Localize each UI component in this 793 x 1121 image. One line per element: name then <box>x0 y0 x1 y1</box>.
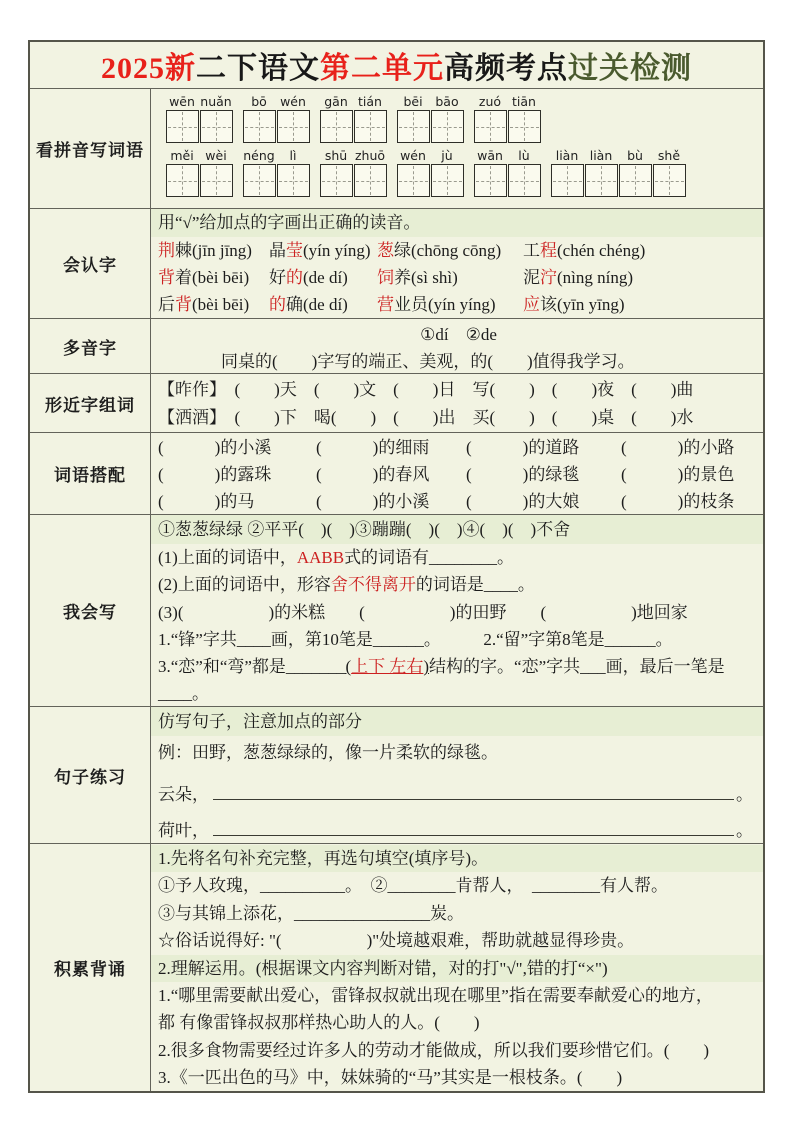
renzi-grid <box>151 237 763 318</box>
text-segment: 养(sì shì) <box>394 268 458 287</box>
pinyin-group <box>319 94 387 143</box>
text-segment: ) <box>423 657 430 677</box>
pinyin-group <box>396 148 464 197</box>
pinyin-row <box>151 94 763 143</box>
renzi-item <box>523 264 763 291</box>
pinyin-group <box>473 148 541 197</box>
pinyin-cell <box>199 94 233 143</box>
huixie-question <box>151 571 763 598</box>
jilei-instruction: 1.先将名句补充完整，再选句填空(填序号)。 <box>151 845 763 872</box>
text-segment: 背 <box>175 295 192 314</box>
pinyin-group <box>242 148 310 197</box>
pinyin-label: shě <box>657 148 681 163</box>
answer-blank[interactable] <box>213 835 734 836</box>
juzi-blank-row <box>151 769 763 805</box>
text-segment: 背 <box>158 268 175 287</box>
writing-grid-box[interactable] <box>585 164 618 197</box>
section-label-pinyin: 看拼音写词语 <box>30 89 151 208</box>
worksheet-table <box>28 40 765 1093</box>
dapei-cell: ( )的细雨 <box>316 438 430 457</box>
pinyin-group <box>473 94 541 143</box>
writing-grid-box[interactable] <box>277 164 310 197</box>
text-segment: 1.“锋”字共____画，第10笔是______。 2.“留”字第8笔是______。 <box>158 629 673 649</box>
writing-grid-box[interactable] <box>277 110 310 143</box>
dapei-cell: ( )的马 <box>158 492 255 511</box>
text-segment: 程 <box>540 241 557 260</box>
renzi-item <box>158 237 269 264</box>
dapei-cell: ( )的露珠 <box>158 465 272 484</box>
writing-grid-box[interactable] <box>243 164 276 197</box>
text-segment: ( <box>345 657 352 677</box>
text-segment: 的 <box>269 295 286 314</box>
huixie-wordbank <box>151 515 763 544</box>
text-segment: 工 <box>523 241 540 260</box>
xingjin-line: 【洒酒】 ( )下 喝( ) ( )出 买( ) ( )桌 ( )水 <box>158 408 694 427</box>
section-label-xingjin: 形近字组词 <box>30 374 151 432</box>
pinyin-label: tiān <box>512 94 536 109</box>
pinyin-label: liàn <box>555 148 579 163</box>
section-dapei <box>30 432 763 514</box>
pinyin-cell <box>353 94 387 143</box>
renzi-content <box>151 209 763 318</box>
text-segment: 棘(jīn jīng) <box>175 241 252 260</box>
pinyin-cell <box>430 94 464 143</box>
pinyin-label: tián <box>358 94 382 109</box>
renzi-item <box>269 291 377 318</box>
text-segment: (bèi bēi) <box>192 295 250 314</box>
pinyin-group <box>242 94 310 143</box>
section-label-renzi: 会认字 <box>30 209 151 318</box>
text-segment: (de dí) <box>303 268 348 287</box>
pinyin-cell <box>319 94 353 143</box>
text-segment: 上下 左右 <box>351 657 424 677</box>
pinyin-label: zhuō <box>354 148 386 163</box>
huixie-question <box>151 653 763 706</box>
jilei-line: ③与其锦上添花，________________炭。 <box>158 903 464 923</box>
text-segment: (yín yíng) <box>303 241 371 260</box>
pinyin-cell <box>584 148 618 197</box>
pinyin-cell <box>430 148 464 197</box>
dapei-content <box>151 433 763 514</box>
writing-grid-box[interactable] <box>166 164 199 197</box>
pinyin-row <box>151 148 763 197</box>
text-segment: 3.“恋”和“弯”都是_______ <box>158 657 346 677</box>
pinyin-label: shū <box>324 148 348 163</box>
pinyin-content <box>151 89 763 208</box>
dapei-cell: ( )的绿毯 <box>466 465 580 484</box>
section-label-dapei: 词语搭配 <box>30 433 151 514</box>
duoyin-options: ①dí ②de <box>420 325 497 344</box>
text-segment: 第二单元 <box>320 52 444 85</box>
section-juzi <box>30 706 763 843</box>
writing-grid-box[interactable] <box>508 110 541 143</box>
text-segment: 泞 <box>540 268 557 287</box>
renzi-item <box>269 237 377 264</box>
duoyin-sentence: 同桌的( )字写的端正、美观，的( )值得我学习。 <box>221 352 635 371</box>
text-segment: 2025新 <box>101 52 196 85</box>
huixie-content <box>151 515 763 706</box>
dapei-cell: ( )的景色 <box>621 465 735 484</box>
renzi-item <box>269 264 377 291</box>
pinyin-cell <box>473 94 507 143</box>
section-label-duoyin: 多音字 <box>30 319 151 373</box>
text-segment: (2)上面的词语中，形容 <box>158 575 331 595</box>
section-label-huixie: 我会写 <box>30 515 151 706</box>
section-renzi <box>30 208 763 318</box>
pinyin-cell <box>652 148 686 197</box>
writing-grid-box[interactable] <box>619 164 652 197</box>
pinyin-label: lù <box>518 148 530 163</box>
renzi-item <box>377 291 523 318</box>
writing-grid-box[interactable] <box>397 110 430 143</box>
text-segment: (nìng níng) <box>557 268 634 287</box>
juzi-blank-prefix: 荷叶， <box>158 821 209 840</box>
pinyin-group <box>165 148 233 197</box>
writing-grid-box[interactable] <box>431 164 464 197</box>
writing-grid-box[interactable] <box>200 110 233 143</box>
text-segment: 式的词语有________。 <box>344 548 515 567</box>
text-segment: (3)( )的米糕 ( )的田野 ( )地回家 <box>158 602 688 622</box>
writing-grid-box[interactable] <box>474 164 507 197</box>
writing-grid-box[interactable] <box>653 164 686 197</box>
pinyin-label: gān <box>324 94 348 109</box>
pinyin-label: wén <box>280 94 306 109</box>
renzi-item <box>158 291 269 318</box>
text-segment: 的 <box>286 268 303 287</box>
text-segment: 的词语是____。 <box>415 575 535 595</box>
jilei-line: 3.《一匹出色的马》中，妹妹骑的“马”其实是一根枝条。( ) <box>158 1068 623 1088</box>
text-segment: 葱 <box>377 241 394 260</box>
section-duoyin <box>30 318 763 373</box>
jilei-line: ☆俗话说得好: "( )"处境越艰难，帮助就越显得珍贵。 <box>158 931 635 951</box>
duoyin-content <box>151 319 763 373</box>
pinyin-label: wān <box>477 148 503 163</box>
text-segment: 该(yīn yīng) <box>540 295 625 314</box>
answer-blank[interactable] <box>213 799 734 800</box>
pinyin-cell <box>242 94 276 143</box>
text-segment: 营 <box>377 295 394 314</box>
pinyin-cell <box>396 94 430 143</box>
writing-grid-box[interactable] <box>474 110 507 143</box>
dapei-cell: ( )的春风 <box>316 465 430 484</box>
writing-grid-box[interactable] <box>431 110 464 143</box>
jilei-content <box>151 844 763 1091</box>
pinyin-label: lì <box>289 148 297 163</box>
dapei-cell: ( )的小溪 <box>316 492 430 511</box>
page-title <box>101 43 692 87</box>
section-jilei <box>30 843 763 1091</box>
pinyin-cell <box>396 148 430 197</box>
section-pinyin <box>30 88 763 208</box>
pinyin-label: wèi <box>205 148 227 163</box>
title-row <box>30 42 763 88</box>
renzi-instruction: 用“√”给加点的字画出正确的读音。 <box>151 209 763 237</box>
section-label-jilei: 积累背诵 <box>30 844 151 1091</box>
text-segment: 后 <box>158 295 175 314</box>
text-segment: 高频考点 <box>444 52 568 85</box>
text-segment: 二下语文 <box>196 52 320 85</box>
pinyin-label: wēn <box>169 94 195 109</box>
text-segment: 过关检测 <box>568 52 692 85</box>
pinyin-cell <box>276 148 310 197</box>
pinyin-label: wén <box>400 148 426 163</box>
writing-grid-box[interactable] <box>551 164 584 197</box>
pinyin-group <box>165 94 233 143</box>
xingjin-content <box>151 374 763 432</box>
text-segment: 好 <box>269 268 286 287</box>
pinyin-label: zuó <box>478 94 502 109</box>
writing-grid-box[interactable] <box>243 110 276 143</box>
juzi-instruction: 仿写句子，注意加点的部分 <box>151 707 763 736</box>
dapei-cell: ( )的枝条 <box>621 492 735 511</box>
juzi-blank-row <box>151 805 763 841</box>
dapei-cell: ( )的道路 <box>466 438 580 457</box>
pinyin-label: bēi <box>403 94 423 109</box>
dapei-cell: ( )的大娘 <box>466 492 580 511</box>
text-segment: 晶 <box>269 241 286 260</box>
renzi-item <box>523 291 763 318</box>
jilei-line: 都 有像雷锋叔叔那样热心助人的人。( ) <box>158 1013 480 1033</box>
writing-grid-box[interactable] <box>320 164 353 197</box>
pinyin-cell <box>618 148 652 197</box>
writing-grid-box[interactable] <box>320 110 353 143</box>
dapei-grid <box>151 433 763 514</box>
juzi-blank-prefix: 云朵， <box>158 785 209 804</box>
writing-grid-box[interactable] <box>354 164 387 197</box>
renzi-item <box>377 237 523 264</box>
writing-grid-box[interactable] <box>200 164 233 197</box>
pinyin-cell <box>507 148 541 197</box>
pinyin-cell <box>165 148 199 197</box>
dapei-cell: ( )的小溪 <box>158 438 272 457</box>
pinyin-cell <box>353 148 387 197</box>
text-segment: 确(de dí) <box>286 295 348 314</box>
pinyin-label: nuǎn <box>200 94 232 109</box>
pinyin-group <box>396 94 464 143</box>
pinyin-cell <box>165 94 199 143</box>
juzi-example: 例：田野，葱葱绿绿的，像一片柔软的绿毯。 <box>158 743 498 762</box>
dapei-cell: ( )的小路 <box>621 438 735 457</box>
section-huixie <box>30 514 763 706</box>
pinyin-group <box>319 148 387 197</box>
pinyin-label: liàn <box>589 148 613 163</box>
text-segment: 业员(yín yíng) <box>394 295 496 314</box>
jilei-instruction: 2.理解运用。(根据课文内容判断对错，对的打"√",错的打“×") <box>151 955 763 982</box>
pinyin-cell <box>473 148 507 197</box>
jilei-line: 2.很多食物需要经过许多人的劳动才能做成，所以我们要珍惜它们。( ) <box>158 1040 710 1060</box>
pinyin-label: měi <box>170 148 194 163</box>
text-segment: ①葱葱绿绿 ②平平( )( )③蹦蹦( )( )④( )( )不舍 <box>158 520 571 539</box>
pinyin-cell <box>276 94 310 143</box>
text-segment: 应 <box>523 295 540 314</box>
text-segment: (chén chéng) <box>557 241 646 260</box>
text-segment: 荆 <box>158 241 175 260</box>
pinyin-cell <box>507 94 541 143</box>
text-segment: AABB <box>296 548 345 567</box>
section-xingjin <box>30 373 763 432</box>
huixie-question <box>151 599 763 626</box>
huixie-question <box>151 544 763 571</box>
text-segment: 舍不得离开 <box>330 575 416 595</box>
writing-grid-box[interactable] <box>354 110 387 143</box>
xingjin-line: 【昨作】 ( )天 ( )文 ( )日 写( ) ( )夜 ( )曲 <box>158 380 694 399</box>
text-segment: 饲 <box>377 268 394 287</box>
pinyin-cell <box>199 148 233 197</box>
pinyin-cell <box>242 148 276 197</box>
pinyin-label: néng <box>243 148 275 163</box>
pinyin-label: jù <box>441 148 453 163</box>
pinyin-label: bāo <box>435 94 459 109</box>
pinyin-label: bō <box>251 94 267 109</box>
jilei-line: 1.“哪里需要献出爱心，雷锋叔叔就出现在哪里”指在需要奉献爱心的地方， <box>158 986 713 1006</box>
text-segment: 着(bèi bēi) <box>175 268 250 287</box>
pinyin-group <box>550 148 686 197</box>
text-segment: 莹 <box>286 241 303 260</box>
text-segment: (1)上面的词语中， <box>158 548 297 567</box>
pinyin-cell <box>319 148 353 197</box>
juzi-blank-suffix: 。 <box>736 785 753 804</box>
renzi-item <box>377 264 523 291</box>
renzi-item <box>158 264 269 291</box>
huixie-question <box>151 626 763 653</box>
writing-grid-box[interactable] <box>508 164 541 197</box>
pinyin-label: bù <box>627 148 643 163</box>
text-segment: 绿(chōng cōng) <box>394 241 502 260</box>
section-label-juzi: 句子练习 <box>30 707 151 843</box>
writing-grid-box[interactable] <box>166 110 199 143</box>
renzi-item <box>523 237 763 264</box>
juzi-blank-suffix: 。 <box>736 821 753 840</box>
text-segment: 结构的字。“恋”字共___画，最后一笔是____。 <box>158 657 725 704</box>
text-segment: 泥 <box>523 268 540 287</box>
juzi-content <box>151 707 763 843</box>
pinyin-cell <box>550 148 584 197</box>
writing-grid-box[interactable] <box>397 164 430 197</box>
jilei-line: ①予人玫瑰，__________。 ②________肯帮人， ________有人帮。 <box>158 876 668 896</box>
